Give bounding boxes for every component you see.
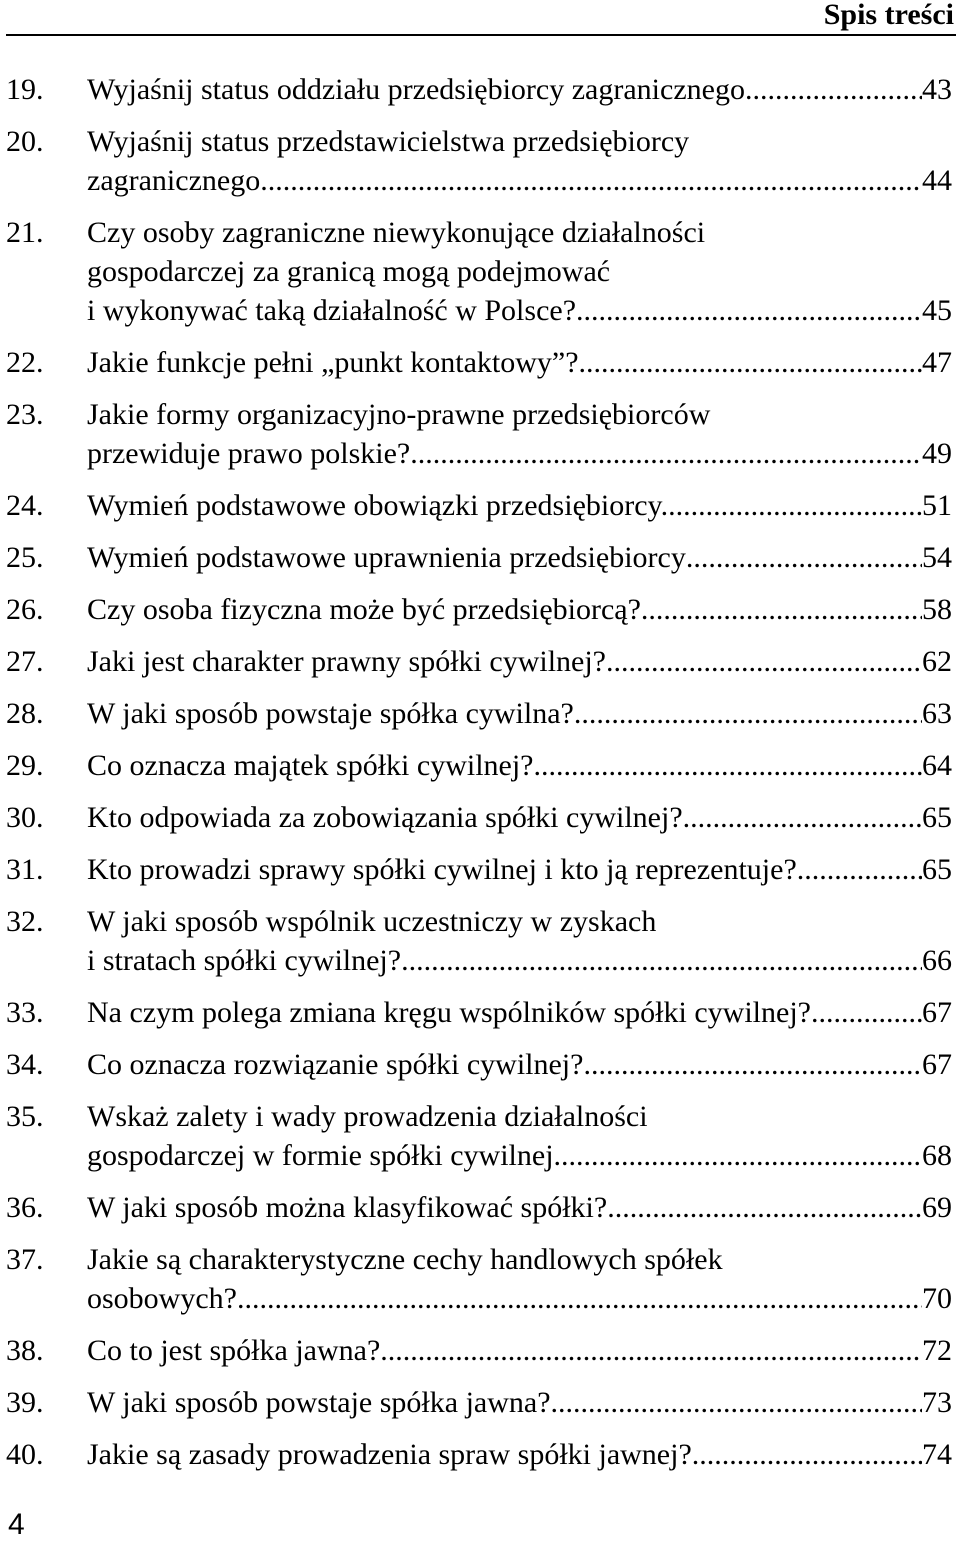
toc-entry [6,850,952,889]
toc-entry-title-line: Kto prowadzi sprawy spółki cywilnej i kto ją reprezentuje? [87,853,797,886]
toc-entry-number: 37. [6,1243,44,1276]
toc-entry-body [87,1188,952,1227]
toc-entry [6,993,952,1032]
toc-entry-page: 66 [922,944,952,977]
toc-entry-final-line [87,486,952,525]
toc-entry-final-line [87,1331,952,1370]
toc-entry [6,395,952,473]
toc-entry [6,1240,952,1318]
toc-entry [6,642,952,681]
toc-entry-body [87,1097,952,1175]
toc-entry-number: 35. [6,1100,44,1133]
toc-entry-number: 24. [6,489,44,522]
toc-entry-body [87,1383,952,1422]
dot-leader [583,1045,922,1084]
toc-entry [6,798,952,837]
dot-leader [534,746,923,785]
toc-entry-final-line [87,590,952,629]
toc-entry [6,343,952,382]
toc-entry-number: 31. [6,853,44,886]
toc-entry-body [87,395,952,473]
toc-entry-number: 38. [6,1334,44,1367]
toc-entry-final-line [87,694,952,733]
toc-entry-title-line: Czy osoba fizyczna może być przedsiębiorcą? [87,593,641,626]
toc-entry-title-line: zagranicznego. [87,164,268,197]
toc-entry-page: 44 [922,164,952,197]
toc-entry [6,902,952,980]
dot-leader [797,850,922,889]
toc-entry-title-line: Wyjaśnij status przedstawicielstwa przedsiębiorcy [87,125,690,158]
toc-entry-page: 49 [922,437,952,470]
toc-entry-body [87,694,952,733]
toc-entry-title-line: Kto odpowiada za zobowiązania spółki cywilnej? [87,801,683,834]
toc-entry-final-line [87,343,952,382]
toc-entry-number: 33. [6,996,44,1029]
dot-leader [752,70,922,109]
toc-entry-page: 73 [922,1386,952,1419]
toc-entry [6,746,952,785]
toc-entry-body [87,343,952,382]
dot-leader [579,343,922,382]
toc-entry-body [87,122,952,200]
toc-entry-final-line [87,1045,952,1084]
toc-entry-number: 25. [6,541,44,574]
toc-entry-title-line: Jakie są charakterystyczne cechy handlowych spółek [87,1243,723,1276]
toc-entry-page: 72 [922,1334,952,1367]
toc-entry-final-line [87,1136,952,1175]
toc-entry-number: 34. [6,1048,44,1081]
toc-entry-title-line: gospodarczej za granicą mogą podejmować [87,255,611,288]
toc-entry [6,213,952,330]
toc-entry-title-line: Jakie są zasady prowadzenia spraw spółki jawnej? [87,1438,692,1471]
toc-entry [6,1435,952,1474]
toc-entry-final-line [87,1188,952,1227]
toc-entry-page: 67 [922,1048,952,1081]
toc-entry-page: 47 [922,346,952,379]
dot-leader [576,291,922,330]
toc-entry-title-line: Jakie funkcje pełni „punkt kontaktowy”? [87,346,579,379]
toc-entry [6,1331,952,1370]
toc-entry-title-line: Wymień podstawowe obowiązki przedsiębiorcy. [87,489,669,522]
toc-entry-page: 63 [922,697,952,730]
toc-entry-title-line: przewiduje prawo polskie? [87,437,411,470]
toc-entry-final-line [87,434,952,473]
toc-entry-page: 74 [922,1438,952,1471]
toc-entry-title-line: Jakie formy organizacyjno-prawne przedsiębiorców [87,398,711,431]
toc-entry-title-line: W jaki sposób powstaje spółka jawna? [87,1386,551,1419]
toc-entry-number: 29. [6,749,44,782]
dot-leader [641,590,922,629]
dot-leader [380,1331,922,1370]
toc-entry-page: 62 [922,645,952,678]
toc-entry-final-line [87,993,952,1032]
toc-entry-number: 28. [6,697,44,730]
toc-entry-final-line [87,850,952,889]
toc-entry-final-line [87,161,952,200]
toc-entry-page: 69 [922,1191,952,1224]
toc-entry-title-line: W jaki sposób można klasyfikować spółki? [87,1191,608,1224]
toc-entry [6,538,952,577]
toc-entry-body [87,70,952,109]
toc-entry-page: 68 [922,1139,952,1172]
toc-entry-title-line: Co oznacza rozwiązanie spółki cywilnej? [87,1048,584,1081]
dot-leader [237,1279,922,1318]
toc-entry-body [87,1240,952,1318]
toc-entry-page: 65 [922,853,952,886]
toc-entry-page: 43 [922,73,952,106]
toc-entry-page: 70 [922,1282,952,1315]
toc-entry-body [87,1045,952,1084]
toc-entry-body [87,590,952,629]
toc-entry-page: 51 [922,489,952,522]
toc-entry-title-line: Czy osoby zagraniczne niewykonujące działalności [87,216,706,249]
toc-entry-number: 26. [6,593,44,626]
toc-entry-page: 67 [922,996,952,1029]
toc-entry-number: 20. [6,125,44,158]
toc-entry-page: 54 [922,541,952,574]
toc-entry [6,694,952,733]
toc-entry-number: 21. [6,216,44,249]
toc-entry-title-line: osobowych? [87,1282,237,1315]
header-divider [6,34,956,36]
toc-entry-final-line [87,538,952,577]
dot-leader [811,993,922,1032]
toc-entry-body [87,538,952,577]
dot-leader [268,161,922,200]
toc-entry-number: 19. [6,73,44,106]
toc-entry-number: 22. [6,346,44,379]
toc-entry-body [87,1435,952,1474]
toc-entry-title-line: i wykonywać taką działalność w Polsce? [87,294,577,327]
page-header-title: Spis treści [823,0,954,31]
dot-leader [606,642,922,681]
toc-entry-title-line: Na czym polega zmiana kręgu wspólników spółki cywilnej? [87,996,811,1029]
toc-entry-body [87,850,952,889]
toc-entry-body [87,902,952,980]
page-number: 4 [8,1508,25,1541]
toc-entry-body [87,642,952,681]
toc-entry-title-line: W jaki sposób wspólnik uczestniczy w zyskach [87,905,657,938]
toc-entry-page: 65 [922,801,952,834]
toc-entry-title-line: Wyjaśnij status oddziału przedsiębiorcy zagranicznego. [87,73,753,106]
toc-entry-number: 36. [6,1191,44,1224]
toc-entry-final-line [87,642,952,681]
toc-entry-final-line [87,291,952,330]
table-of-contents [6,70,952,1487]
toc-entry-title-line: Co to jest spółka jawna? [87,1334,381,1367]
dot-leader [401,941,922,980]
toc-entry [6,70,952,109]
toc-entry-title-line: i stratach spółki cywilnej? [87,944,402,977]
toc-entry-number: 23. [6,398,44,431]
toc-entry-final-line [87,1383,952,1422]
toc-entry-title-line: Jaki jest charakter prawny spółki cywilnej? [87,645,606,678]
toc-entry-title-line: gospodarczej w formie spółki cywilnej [87,1139,554,1172]
dot-leader [607,1188,922,1227]
toc-entry-final-line [87,70,952,109]
dot-leader [692,1435,922,1474]
toc-entry [6,1383,952,1422]
dot-leader [686,538,922,577]
toc-entry-final-line [87,746,952,785]
toc-entry-body [87,993,952,1032]
toc-entry-page: 58 [922,593,952,626]
toc-entry-title-line: W jaki sposób powstaje spółka cywilna? [87,697,574,730]
toc-entry-number: 30. [6,801,44,834]
toc-entry [6,1097,952,1175]
dot-leader [683,798,922,837]
toc-entry-final-line [87,1435,952,1474]
toc-entry-body [87,213,952,330]
toc-entry-body [87,1331,952,1370]
toc-entry [6,486,952,525]
toc-entry-title-line: Wymień podstawowe uprawnienia przedsiębiorcy [87,541,686,574]
dot-leader [574,694,922,733]
dot-leader [668,486,922,525]
dot-leader [551,1383,922,1422]
toc-entry-title-line: Wskaż zalety i wady prowadzenia działalności [87,1100,648,1133]
toc-entry-number: 40. [6,1438,44,1471]
toc-entry-title-line: Co oznacza majątek spółki cywilnej? [87,749,534,782]
toc-entry-page: 64 [922,749,952,782]
toc-entry-body [87,486,952,525]
toc-entry-final-line [87,798,952,837]
toc-entry-number: 39. [6,1386,44,1419]
toc-entry-final-line [87,941,952,980]
toc-entry-number: 27. [6,645,44,678]
toc-entry [6,590,952,629]
toc-entry-body [87,746,952,785]
dot-leader [554,1136,922,1175]
toc-entry-body [87,798,952,837]
toc-entry-final-line [87,1279,952,1318]
toc-entry [6,122,952,200]
toc-entry [6,1188,952,1227]
toc-entry-page: 45 [922,294,952,327]
toc-entry-number: 32. [6,905,44,938]
dot-leader [410,434,922,473]
toc-entry [6,1045,952,1084]
